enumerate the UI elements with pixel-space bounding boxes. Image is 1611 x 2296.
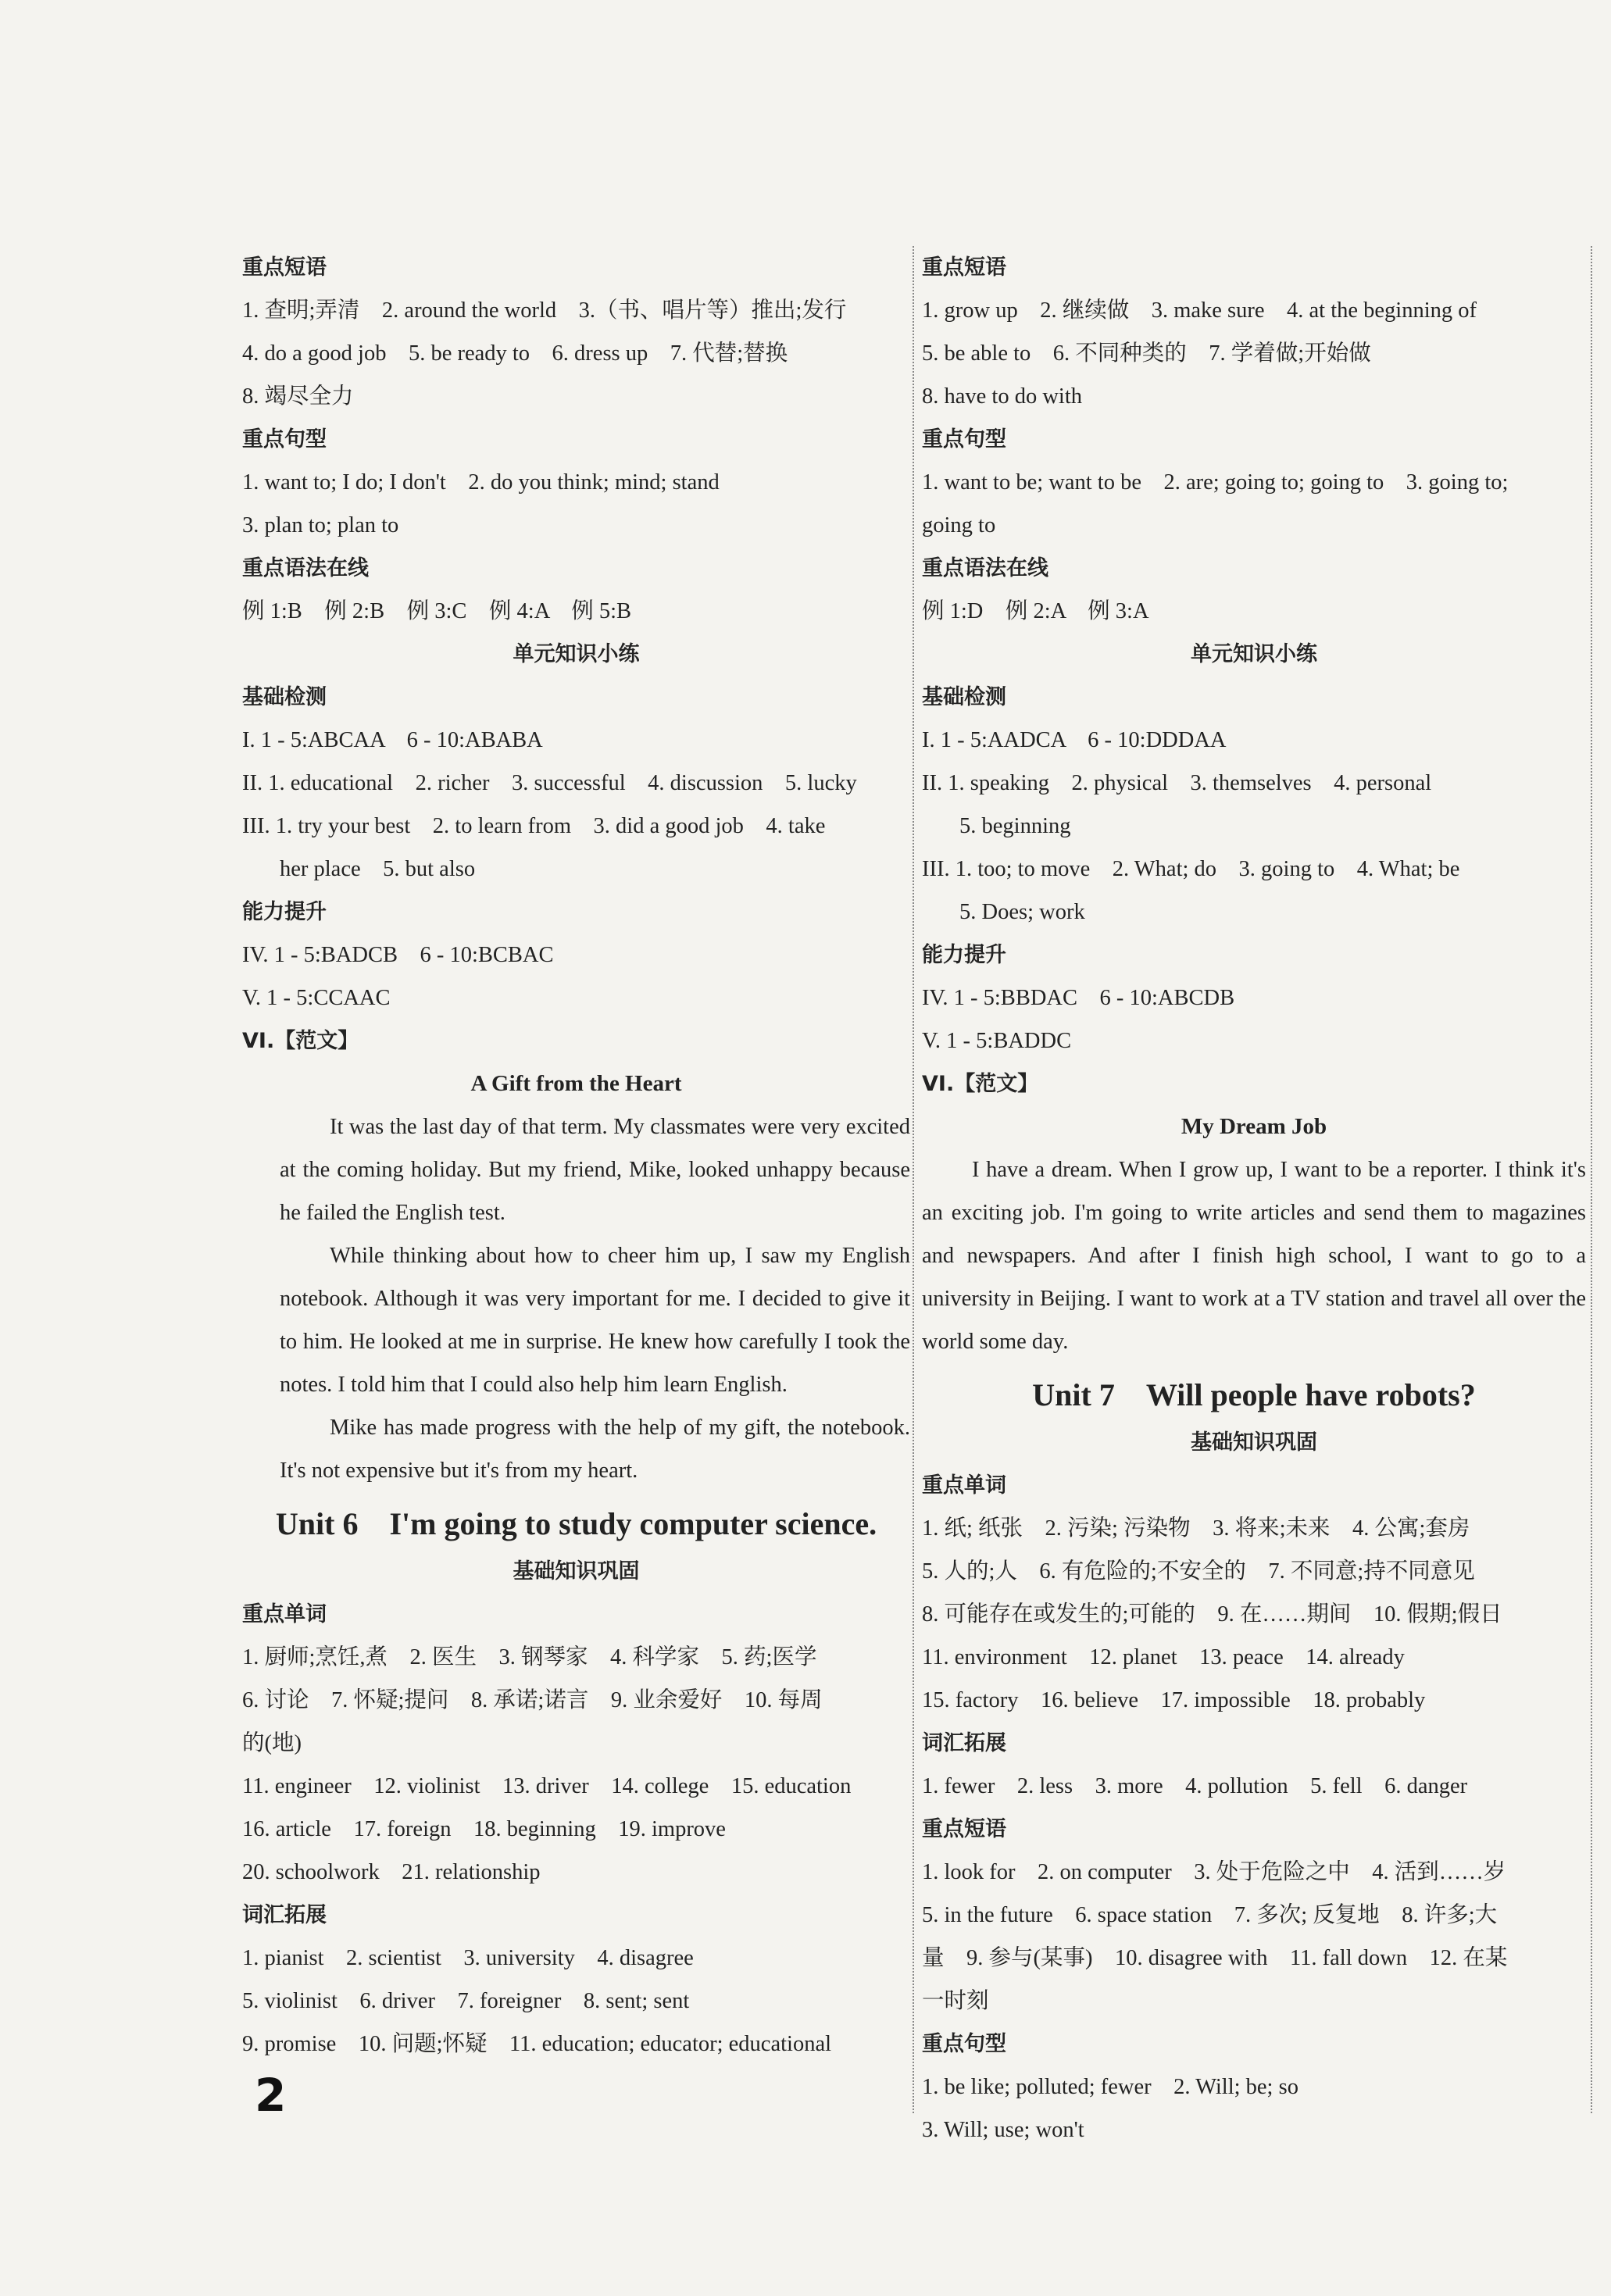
- section-heading: 词汇拓展: [922, 1731, 1006, 1755]
- answer-line: 1. grow up 2. 继续做 3. make sure 4. at the beginning of: [922, 298, 1477, 323]
- answer-line: 11. environment 12. planet 13. peace 14. already: [922, 1645, 1405, 1669]
- essay-title: My Dream Job: [1181, 1114, 1327, 1139]
- answer-line: III. 1. too; to move 2. What; do 3. going to 4. What; be: [922, 857, 1460, 881]
- answer-line: 16. article 17. foreign 18. beginning 19. improve: [242, 1817, 726, 1841]
- answer-line: 1. want to be; want to be 2. are; going to; going to 3. going to;: [922, 470, 1509, 495]
- answer-line: II. 1. educational 2. richer 3. successful 4. discussion 5. lucky: [242, 771, 857, 795]
- answer-line: 9. promise 10. 问题;怀疑 11. education; educator; educational: [242, 2032, 832, 2056]
- answer-line: 5. Does; work: [959, 900, 1085, 924]
- answer-line: 15. factory 16. believe 17. impossible 18. probably: [922, 1688, 1426, 1712]
- section-heading: 重点句型: [242, 427, 327, 452]
- section-heading: 重点单词: [242, 1602, 327, 1626]
- essay-paragraph: While thinking about how to cheer him up, I saw my English notebook. Although it was very important for me. I decided to give it to him. He looked at me in surprise. He knew how carefully I took the notes. I told him that I could also help him learn English.: [280, 1244, 910, 1397]
- section-heading: 重点语法在线: [242, 556, 369, 580]
- essay-body: [242, 1105, 910, 1492]
- essay-body: [922, 1148, 1586, 1363]
- section-heading: 重点句型: [922, 427, 1006, 452]
- essay-paragraph: I have a dream. When I grow up, I want to be a reporter. I think it's an exciting job. I'm going to write articles and send them to magazines and newspapers. And after I finish high school, I want to go to a university in Beijing. I want to work at a TV station and travel all over the world some day.: [922, 1158, 1586, 1354]
- answer-line: 量 9. 参与(某事) 10. disagree with 11. fall down 12. 在某: [922, 1946, 1508, 1970]
- unit-title: Unit 7 Will people have robots?: [1032, 1377, 1476, 1412]
- essay-title: A Gift from the Heart: [470, 1071, 682, 1096]
- section-heading: 能力提升: [922, 943, 1006, 967]
- answer-line: 1. 查明;弄清 2. around the world 3.（书、唱片等）推出;发行: [242, 298, 847, 323]
- section-heading: 重点单词: [922, 1473, 1006, 1498]
- unit-title: Unit 6 I'm going to study computer science.: [275, 1506, 877, 1541]
- subsection-heading: 单元知识小练: [1191, 642, 1317, 666]
- answer-line: V. 1 - 5:BADDC: [922, 1029, 1072, 1053]
- answer-line: I. 1 - 5:ABCAA 6 - 10:ABABA: [242, 728, 543, 752]
- answer-line: 5. 人的;人 6. 有危险的;不安全的 7. 不同意;持不同意见: [922, 1559, 1475, 1584]
- answer-line: IV. 1 - 5:BBDAC 6 - 10:ABCDB: [922, 986, 1235, 1010]
- answer-line: 8. 可能存在或发生的;可能的 9. 在……期间 10. 假期;假日: [922, 1602, 1502, 1626]
- answer-line: 20. schoolwork 21. relationship: [242, 1860, 541, 1884]
- answer-line: IV. 1 - 5:BADCB 6 - 10:BCBAC: [242, 943, 554, 967]
- column-divider: [913, 246, 915, 2113]
- section-heading: 重点句型: [922, 2032, 1006, 2056]
- answer-line: 5. beginning: [959, 814, 1071, 838]
- subsection-heading: 单元知识小练: [513, 642, 640, 666]
- answer-line: 例 1:D 例 2:A 例 3:A: [922, 599, 1149, 623]
- answer-line: 1. fewer 2. less 3. more 4. pollution 5. fell 6. danger: [922, 1774, 1468, 1798]
- section-heading: 重点短语: [922, 255, 1006, 280]
- answer-line: 11. engineer 12. violinist 13. driver 14. college 15. education: [242, 1774, 852, 1798]
- answer-line: 5. in the future 6. space station 7. 多次; 反复地 8. 许多;大: [922, 1903, 1498, 1927]
- answer-line: 5. violinist 6. driver 7. foreigner 8. sent; sent: [242, 1989, 690, 2013]
- section-heading: 基础检测: [242, 685, 327, 709]
- page-number: 2: [255, 2069, 287, 2122]
- answer-line: 1. want to; I do; I don't 2. do you think; mind; stand: [242, 470, 720, 495]
- answer-line: 1. 纸; 纸张 2. 污染; 污染物 3. 将来;未来 4. 公寓;套房: [922, 1516, 1470, 1541]
- answer-line: 4. do a good job 5. be ready to 6. dress up 7. 代替;替换: [242, 341, 788, 366]
- answer-line: 5. be able to 6. 不同种类的 7. 学着做;开始做: [922, 341, 1371, 366]
- answer-line: 1. pianist 2. scientist 3. university 4. disagree: [242, 1946, 694, 1970]
- section-heading: 重点短语: [242, 255, 327, 280]
- answer-line: going to: [922, 513, 996, 537]
- answer-line: 8. 竭尽全力: [242, 384, 354, 409]
- section-heading: 重点语法在线: [922, 556, 1048, 580]
- answer-line: I. 1 - 5:AADCA 6 - 10:DDDAA: [922, 728, 1227, 752]
- essay-paragraph: Mike has made progress with the help of my gift, the notebook. It's not expensive but it's from my heart.: [280, 1416, 910, 1483]
- answer-line: 1. be like; polluted; fewer 2. Will; be; so: [922, 2075, 1298, 2099]
- section-heading: 基础检测: [922, 685, 1006, 709]
- answer-line: 1. look for 2. on computer 3. 处于危险之中 4. 活到……岁: [922, 1860, 1506, 1884]
- answer-line: VI.【范文】: [922, 1072, 1039, 1096]
- subsection-heading: 基础知识巩固: [513, 1559, 640, 1584]
- answer-line: 6. 讨论 7. 怀疑;提问 8. 承诺;诺言 9. 业余爱好 10. 每周: [242, 1688, 823, 1712]
- essay-paragraph: It was the last day of that term. My classmates were very excited at the coming holiday. But my friend, Mike, looked unhappy because he failed the English test.: [280, 1115, 910, 1225]
- answer-line: VI.【范文】: [242, 1029, 359, 1053]
- answer-line: 3. plan to; plan to: [242, 513, 399, 537]
- answer-line: 8. have to do with: [922, 384, 1083, 409]
- answer-line: 例 1:B 例 2:B 例 3:C 例 4:A 例 5:B: [242, 599, 632, 623]
- section-heading: 重点短语: [922, 1817, 1006, 1841]
- answer-line: 一时刻: [922, 1989, 989, 2013]
- answer-line: her place 5. but also: [280, 857, 476, 881]
- answer-line: II. 1. speaking 2. physical 3. themselves 4. personal: [922, 771, 1432, 795]
- answer-line: 3. Will; use; won't: [922, 2118, 1084, 2142]
- answer-line: 1. 厨师;烹饪,煮 2. 医生 3. 钢琴家 4. 科学家 5. 药;医学: [242, 1645, 817, 1669]
- answer-line: 的(地): [242, 1731, 302, 1755]
- left-column: [242, 246, 910, 2066]
- right-column: [922, 246, 1586, 2151]
- subsection-heading: 基础知识巩固: [1191, 1430, 1317, 1455]
- right-edge-divider: [1591, 246, 1593, 2113]
- section-heading: 能力提升: [242, 900, 327, 924]
- section-heading: 词汇拓展: [242, 1903, 327, 1927]
- answer-line: III. 1. try your best 2. to learn from 3. did a good job 4. take: [242, 814, 826, 838]
- answer-line: V. 1 - 5:CCAAC: [242, 986, 391, 1010]
